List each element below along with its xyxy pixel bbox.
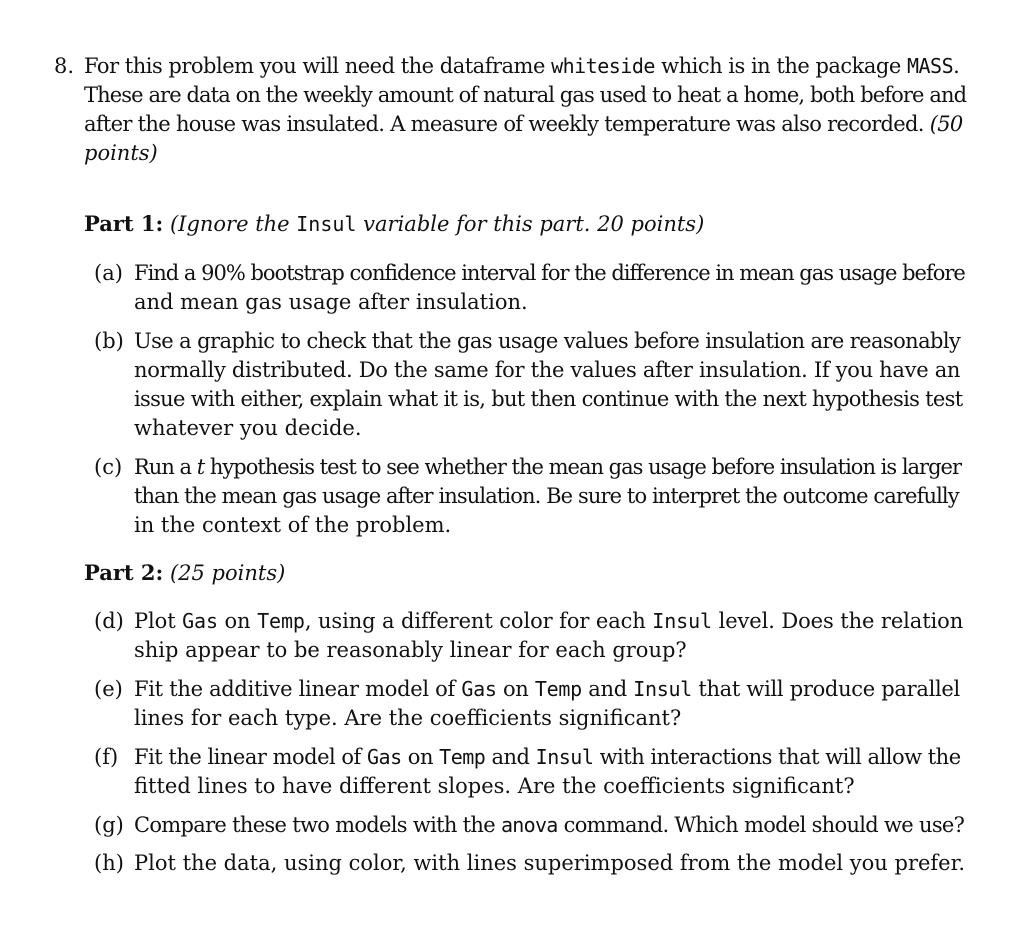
item-e-text: Fit the additive linear model of <box>134 677 462 701</box>
item-b-line-4: whatever you decide. <box>134 416 362 440</box>
code-insul: Insul <box>296 212 357 236</box>
t-symbol: t <box>196 455 205 479</box>
part2-note: (25 points) <box>163 561 286 585</box>
points-label: (50 <box>929 112 963 136</box>
item-f-text: with interactions that will allow the <box>593 745 961 769</box>
item-c-text: Run a <box>134 455 197 479</box>
code-temp: Temp <box>534 677 582 701</box>
item-d-text: Plot <box>134 609 183 633</box>
item-e-line-2: lines for each type. Are the coefficients significant? <box>134 706 682 730</box>
item-c-line-3: in the context of the problem. <box>134 513 452 537</box>
item-g-line-1 <box>134 811 964 839</box>
item-f-line-1 <box>134 743 961 771</box>
item-d-marker: (d) <box>94 609 124 633</box>
item-e-line-1 <box>134 675 960 703</box>
part1-heading <box>84 210 704 238</box>
code-whiteside: whiteside <box>551 54 655 78</box>
code-temp: Temp <box>439 745 486 769</box>
intro-line-3 <box>84 110 963 138</box>
item-g-text: command. Which model should we use? <box>557 813 965 837</box>
code-insul: Insul <box>652 609 713 633</box>
item-a-marker: (a) <box>94 261 123 285</box>
code-mass: MASS <box>906 54 954 78</box>
part1-title: Part 1: <box>84 211 164 236</box>
code-gas: Gas <box>367 745 402 769</box>
item-f-marker: (f) <box>94 745 119 769</box>
item-c-line-1 <box>134 453 961 481</box>
item-d-line-1 <box>134 607 963 635</box>
item-h-line-1: Plot the data, using color, with lines superimposed from the model you prefer. <box>134 851 966 875</box>
intro-line-4: points) <box>84 141 158 165</box>
item-g-marker: (g) <box>94 813 124 837</box>
item-e-text: on <box>496 677 535 701</box>
intro-text: . <box>953 54 960 78</box>
item-f-text: Fit the linear model of <box>134 745 367 769</box>
intro-text: after the house was insulated. A measure of weekly temperature was also recorded. <box>84 112 930 136</box>
item-a-line-1: Find a 90% bootstrap confidence interval for the difference in mean gas usage before <box>134 261 965 285</box>
item-e-marker: (e) <box>94 677 123 701</box>
part1-note: (Ignore the <box>163 212 297 236</box>
item-c-line-2: than the mean gas usage after insulation. Be sure to interpret the outcome carefully <box>134 484 959 508</box>
item-f-text: and <box>485 745 536 769</box>
item-b-marker: (b) <box>94 329 124 353</box>
item-d-text: , using a different color for each <box>304 609 653 633</box>
code-temp: Temp <box>257 609 305 633</box>
item-e-text: and <box>581 677 634 701</box>
part2-heading <box>84 559 285 587</box>
item-b-line-1: Use a graphic to check that the gas usage values before insulation are reasonably <box>134 329 961 353</box>
part1-note: variable for this part. 20 points) <box>356 212 705 236</box>
code-gas: Gas <box>182 609 218 633</box>
item-b-line-3: issue with either, explain what it is, but then continue with the next hypothesis test <box>134 387 963 411</box>
item-d-line-2: ship appear to be reasonably linear for each group? <box>134 638 687 662</box>
problem-number: 8. <box>54 54 75 78</box>
intro-line-2: These are data on the weekly amount of natural gas used to heat a home, both before and <box>84 83 967 107</box>
code-gas: Gas <box>461 677 497 701</box>
intro-line-1 <box>84 52 959 80</box>
intro-text: For this problem you will need the dataframe <box>84 54 552 78</box>
item-a-line-2: and mean gas usage after insulation. <box>134 290 528 314</box>
intro-text: which is in the package <box>654 54 907 78</box>
item-e-text: that will produce parallel <box>691 677 960 701</box>
item-f-line-2: fitted lines to have different slopes. Are the coefficients significant? <box>134 774 855 798</box>
code-insul: Insul <box>633 677 692 701</box>
item-c-text: hypothesis test to see whether the mean gas usage before insulation is larger <box>204 455 961 479</box>
code-anova: anova <box>500 813 558 837</box>
item-h-marker: (h) <box>94 851 124 875</box>
item-d-text: level. Does the relation <box>712 609 964 633</box>
item-c-marker: (c) <box>94 455 123 479</box>
item-b-line-2: normally distributed. Do the same for the values after insulation. If you have an <box>134 358 961 382</box>
part2-title: Part 2: <box>84 560 164 585</box>
item-f-text: on <box>401 745 440 769</box>
item-d-text: on <box>217 609 258 633</box>
code-insul: Insul <box>535 745 594 769</box>
item-g-text: Compare these two models with the <box>134 813 501 837</box>
